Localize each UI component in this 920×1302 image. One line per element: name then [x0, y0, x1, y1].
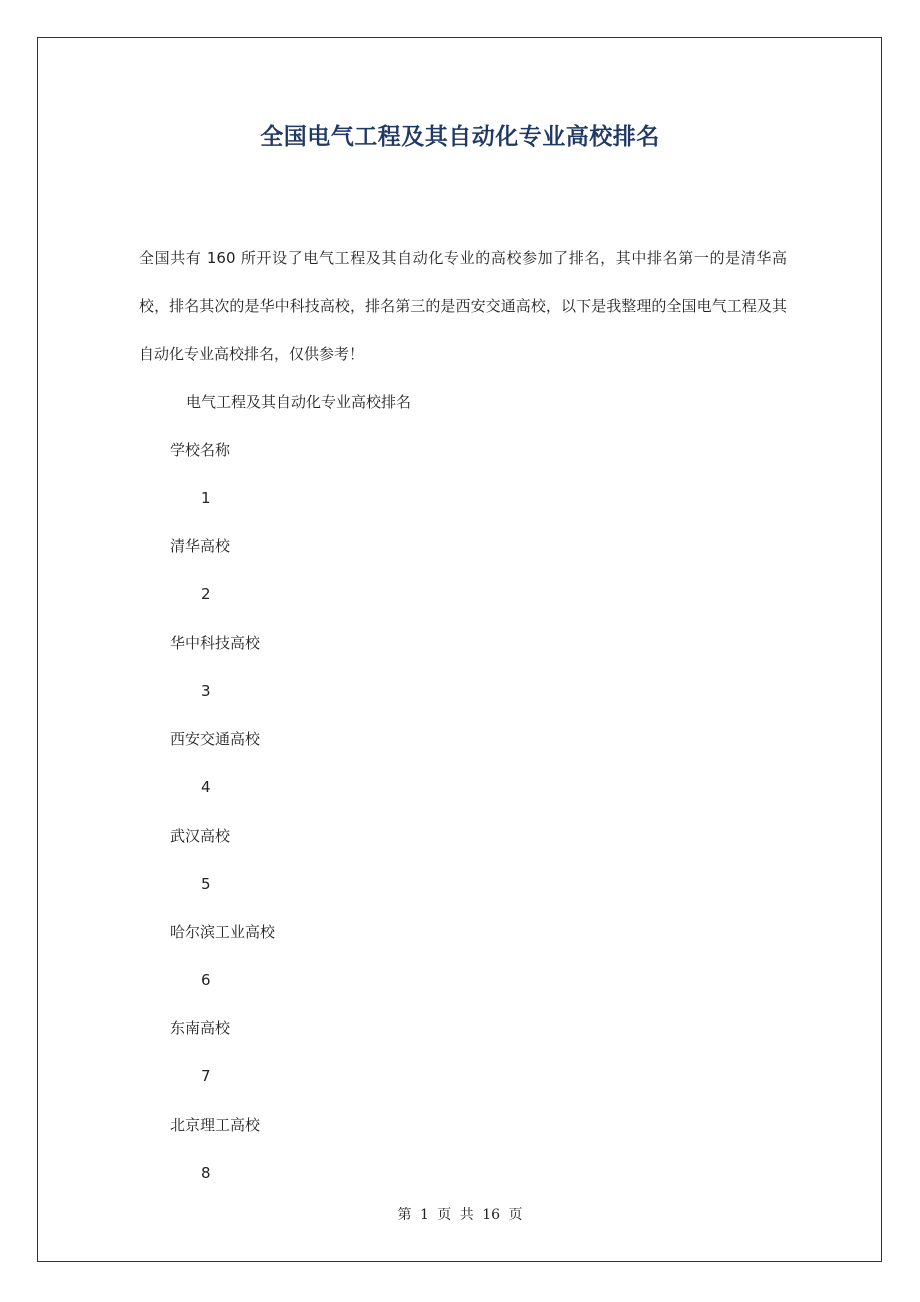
school-name: 武汉高校 [170, 827, 231, 845]
rank-number: 3 [201, 682, 211, 700]
school-name: 东南高校 [170, 1019, 231, 1037]
school-name: 北京理工高校 [170, 1116, 261, 1134]
rank-number: 6 [201, 971, 211, 989]
school-name: 清华高校 [170, 537, 231, 555]
page-border [37, 37, 882, 1262]
page-footer [0, 1203, 920, 1227]
intro-paragraph: 全国共有 160 所开设了电气工程及其自动化专业的高校参加了排名，其中排名第一的是清华高校，排名其次的是华中科技高校，排名第三的是西安交通高校，以下是我整理的全国电气工程及其自动化专业高校排名，仅供参考！ [139, 249, 787, 363]
school-name: 哈尔滨工业高校 [170, 923, 276, 941]
school-name: 华中科技高校 [170, 634, 261, 652]
document-title: 全国电气工程及其自动化专业高校排名 [260, 124, 660, 150]
rank-number: 1 [201, 489, 211, 507]
rank-number: 2 [201, 585, 211, 603]
rank-number: 8 [201, 1164, 211, 1182]
rank-number: 7 [201, 1067, 211, 1085]
page-number: 第 1 页 [397, 1207, 452, 1223]
rank-number: 5 [201, 875, 211, 893]
column-header-school-name: 学校名称 [170, 441, 231, 459]
rank-number: 4 [201, 778, 211, 796]
school-name: 西安交通高校 [170, 730, 261, 748]
ranking-subheading: 电气工程及其自动化专业高校排名 [186, 393, 412, 411]
page-total: 共 16 页 [459, 1207, 523, 1223]
